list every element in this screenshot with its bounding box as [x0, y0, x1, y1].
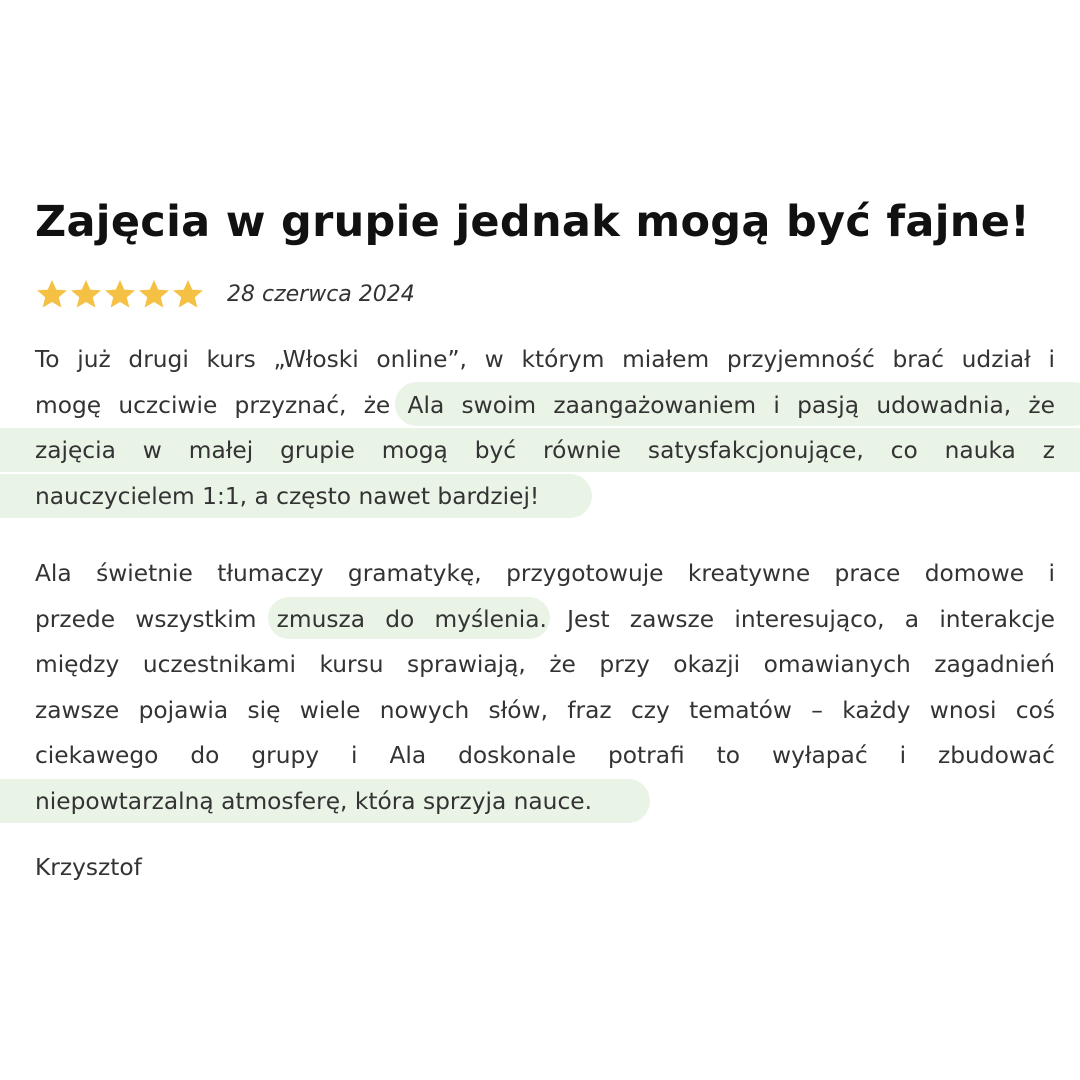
- review-meta: [35, 276, 415, 312]
- review-author: Krzysztof: [35, 854, 142, 881]
- review-date: 28 czerwca 2024: [227, 281, 415, 307]
- star-icon: [69, 279, 103, 309]
- star-icon: [137, 279, 171, 309]
- paragraph-line: ciekawego do grupy i Ala doskonale potrafi to wyłapać i zbudować: [35, 742, 1055, 770]
- paragraph-line: zawsze pojawia się wiele nowych słów, fraz czy tematów – każdy wnosi coś: [35, 696, 1055, 724]
- paragraph-line: między uczestnikami kursu sprawiają, że przy okazji omawianych zagadnień: [35, 651, 1055, 679]
- star-icon: [171, 279, 205, 309]
- review-paragraph-1: [35, 337, 1055, 519]
- paragraph-line: Ala świetnie tłumaczy gramatykę, przygotowuje kreatywne prace domowe i: [35, 560, 1055, 587]
- paragraph-line: zajęcia w małej grupie mogą być równie satysfakcjonujące, co nauka z: [35, 437, 1055, 465]
- star-icon: [103, 279, 137, 309]
- review-title: Zajęcia w grupie jednak mogą być fajne!: [35, 197, 1031, 247]
- review-paragraph-2: [35, 551, 1055, 825]
- star-rating: [35, 279, 205, 309]
- paragraph-line: przede wszystkim zmusza do myślenia. Jest zawsze interesująco, a interakcje: [35, 605, 1055, 633]
- paragraph-line: niepowtarzalną atmosferę, która sprzyja nauce.: [35, 787, 592, 815]
- paragraph-line: To już drugi kurs „Włoski online”, w którym miałem przyjemność brać udział i: [35, 346, 1055, 373]
- paragraph-line: nauczycielem 1:1, a często nawet bardziej!: [35, 482, 540, 510]
- star-icon: [35, 279, 69, 309]
- paragraph-line: mogę uczciwie przyznać, że Ala swoim zaangażowaniem i pasją udowadnia, że: [35, 391, 1055, 419]
